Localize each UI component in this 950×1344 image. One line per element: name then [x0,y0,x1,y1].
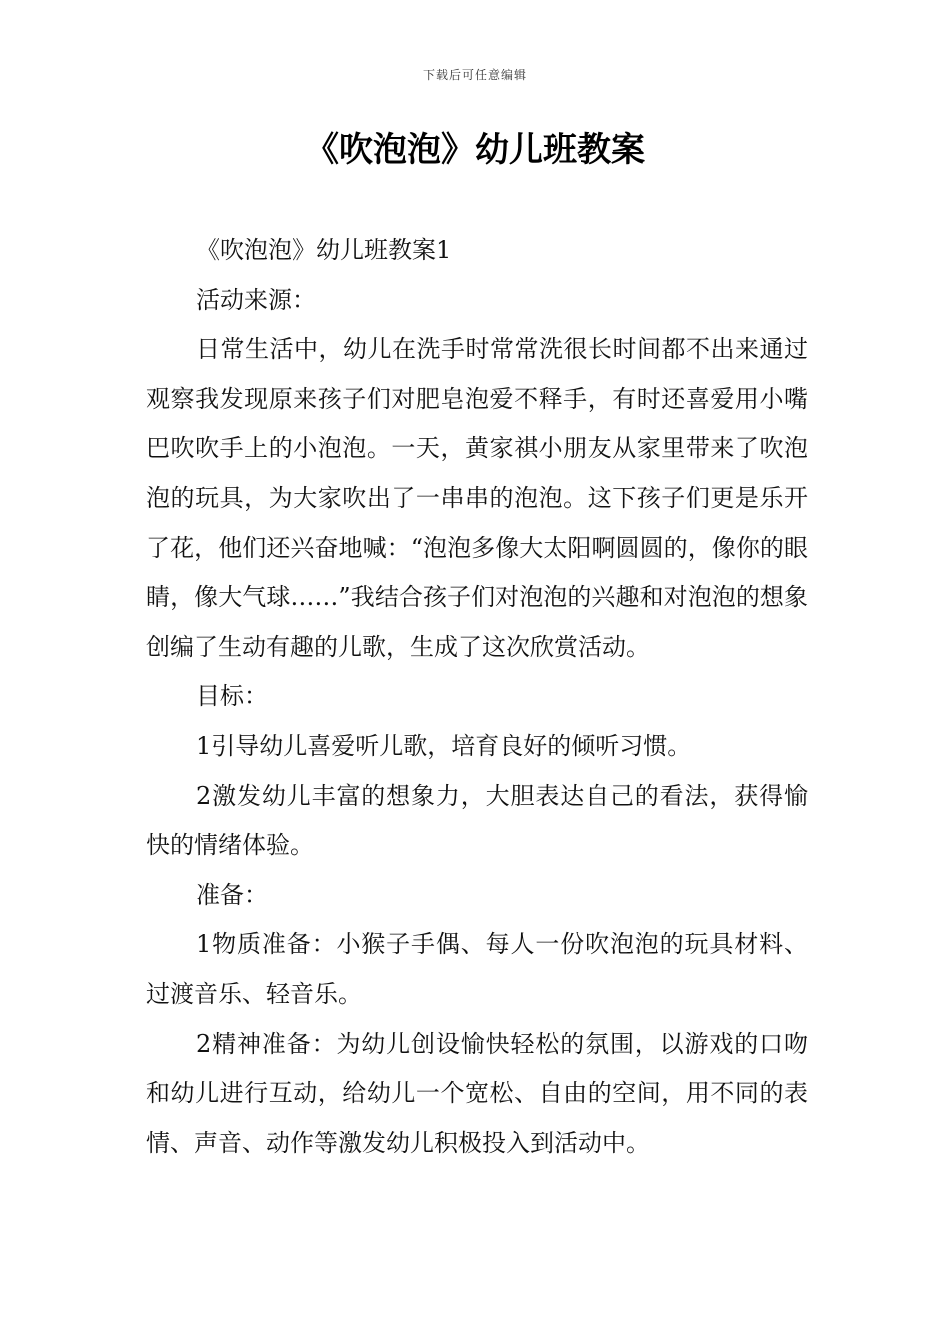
goal-item-1: 1引导幼儿喜爱听儿歌，培育良好的倾听习惯。 [196,731,692,760]
preparation-item-1: 1物质准备：小猴子手偶、每人一份吹泡泡的玩具材料、过渡音乐、轻音乐。 [146,930,808,1008]
section-label-preparation: 准备： [196,880,268,909]
paragraph-source: 日常生活中，幼儿在洗手时常常洗很长时间都不出来通过观察我发现原来孩子们对肥皂泡爱不释手，有时还喜爱用小嘴巴吹吹手上的小泡泡。一天，黄家祺小朋友从家里带来了吹泡泡的玩具，为大家吹出了一串串的泡泡。这下孩子们更是乐开了花，他们还兴奋地喊：“泡泡多像大太阳啊圆圆的，像你的眼睛，像大气球……”我结合孩子们对泡泡的兴趣和对泡泡的想象创编了生动有趣的儿歌，生成了这次欣赏活动。 [146,335,808,661]
document-title: 《吹泡泡》幼儿班教案 [305,130,645,170]
lesson-heading: 《吹泡泡》幼儿班教案1 [196,236,452,264]
goal-item-2: 2激发幼儿丰富的想象力，大胆表达自己的看法，获得愉快的情绪体验。 [146,781,808,860]
document-body [146,226,808,1168]
header-note: 下载后可任意编辑 [422,68,527,82]
section-label-goals: 目标： [196,682,268,711]
preparation-item-2: 2精神准备：为幼儿创设愉快轻松的氛围，以游戏的口吻和幼儿进行互动，给幼儿一个宽松、自由的空间，用不同的表情、声音、动作等激发幼儿积极投入到活动中。 [146,1029,808,1157]
section-label-source: 活动来源： [196,285,316,314]
